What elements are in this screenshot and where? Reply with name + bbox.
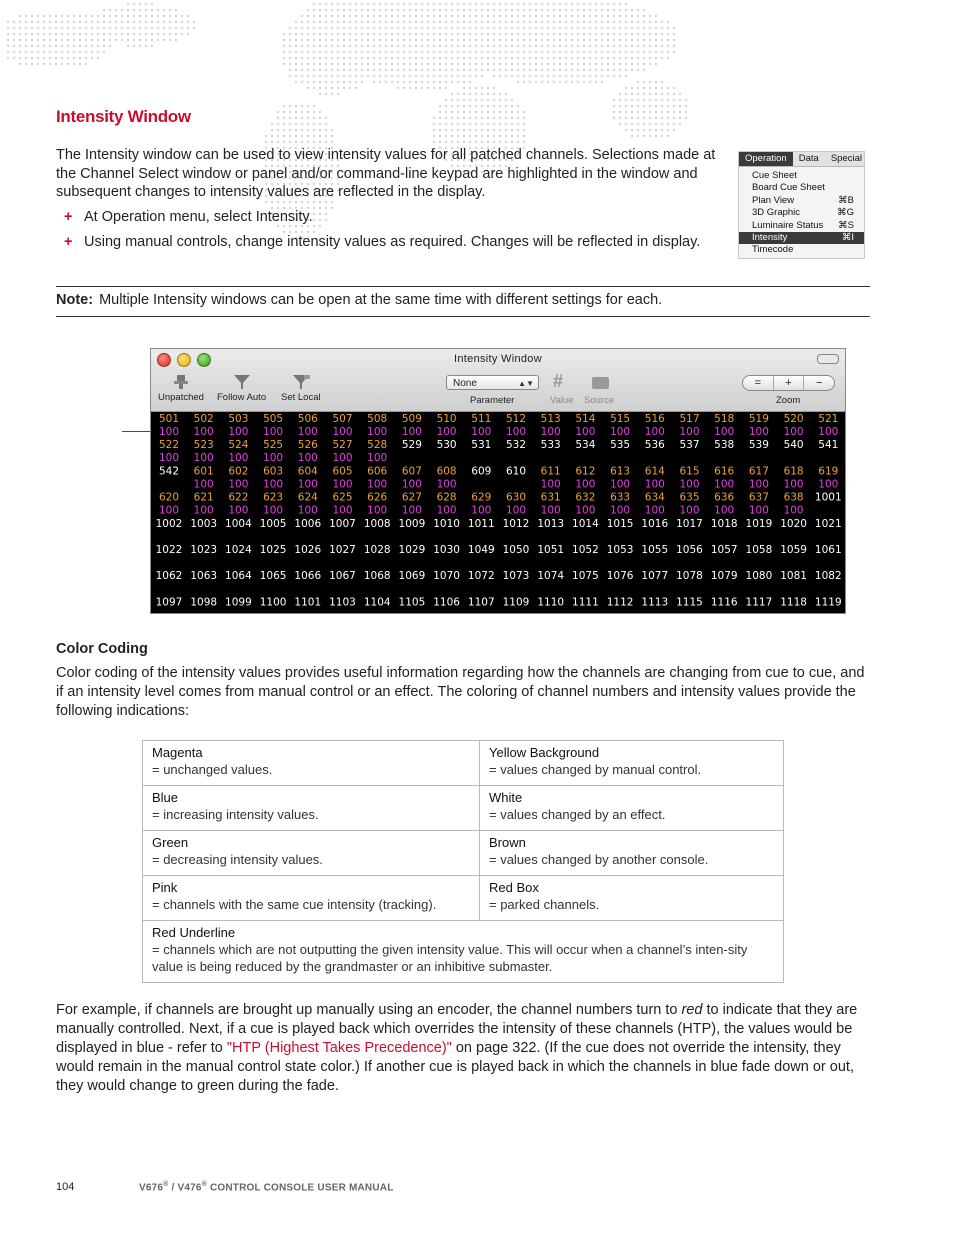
intensity-value: 100 [505,426,527,438]
menu-tab-data[interactable]: Data [798,153,819,164]
intensity-value: 100 [818,478,839,491]
channel-number[interactable]: 522 [158,439,180,452]
channel-number[interactable]: 1115 [676,596,703,609]
intensity-value: 100 [297,452,318,465]
channel-number[interactable]: 613 [610,465,631,478]
channel-number[interactable]: 1119 [814,596,842,609]
channel-number[interactable]: 536 [644,439,665,452]
channel-number[interactable]: 628 [436,491,457,504]
table-cell: Green = decreasing intensity values. [143,831,480,876]
channel-number[interactable]: 1061 [814,544,842,556]
channel-number[interactable]: 629 [471,491,492,504]
menu-item-board-cue-sheet[interactable]: Board Cue Sheet [752,182,825,194]
channel-number[interactable]: 517 [679,413,700,425]
intensity-value: 100 [436,504,457,517]
channel-number[interactable]: 532 [505,439,527,452]
intensity-value: 100 [714,504,735,517]
channel-number[interactable]: 1004 [225,517,252,530]
window-toolbar [151,349,845,412]
menu-item-cue-sheet[interactable]: Cue Sheet [752,170,797,181]
intensity-value: 100 [297,426,318,438]
channel-number[interactable]: 534 [575,439,596,452]
channel-number[interactable]: 1015 [606,517,634,530]
intensity-value: 100 [783,426,804,438]
channel-number[interactable]: 1025 [259,544,287,556]
channel-number[interactable]: 632 [575,491,596,504]
channel-number[interactable]: 1106 [433,596,460,609]
plus-bullet-icon: + [64,234,73,250]
channel-number[interactable]: 541 [818,439,839,452]
channel-number[interactable]: 518 [714,413,735,425]
channel-number[interactable]: 607 [401,465,422,478]
funnel-icon [232,374,252,390]
intensity-value: 100 [644,504,665,517]
channel-number[interactable]: 514 [575,413,596,425]
zoom-in-button[interactable]: + [774,376,805,390]
intensity-value: 100 [158,452,180,465]
table-cell: Red Box = parked channels. [480,876,784,921]
channel-number[interactable]: 502 [193,413,214,425]
note-bottom-rule [56,316,870,317]
channel-number[interactable]: 1056 [676,544,703,556]
channel-number[interactable]: 1109 [502,596,530,609]
channel-number[interactable]: 1111 [572,596,599,609]
intensity-value: 100 [193,452,214,465]
channel-number[interactable]: 523 [193,439,214,452]
channel-number[interactable]: 501 [158,413,180,425]
note-top-rule [56,286,870,287]
channel-number[interactable]: 1058 [745,544,773,556]
channel-number[interactable]: 624 [297,491,318,504]
intensity-value: 100 [263,478,284,491]
channel-number[interactable]: 1078 [676,570,703,583]
channel-number[interactable]: 612 [575,465,596,478]
intensity-value: 100 [401,478,422,491]
channel-number[interactable]: 530 [436,439,457,452]
channel-number[interactable]: 524 [228,439,249,452]
channel-number[interactable]: 631 [540,491,561,504]
intensity-value: 100 [367,478,388,491]
example-paragraph: For example, if channels are brought up manually using an encoder, the channel numbers turn to red to indicate that they are manually controlled. Next, if a cue is played back which overrides the intensity of these channels (HTP), the values would be displayed in blue - refer to "HTP (Highest Takes Precedence)" on page 322. (If the cue does not override the intensity, they would remain in the manual control state color.) If another cue is played back in which the channels in blue fade down or out, they would change to green during the fade. [56,1002,858,1094]
source-icon[interactable] [592,377,609,389]
channel-number[interactable]: 1053 [606,544,634,556]
unpatched-button[interactable]: Unpatched [158,374,204,403]
intensity-value: 100 [748,478,769,491]
channel-number[interactable]: 538 [714,439,735,452]
page-number: 104 [56,1181,75,1193]
intensity-value: 100 [679,478,700,491]
intensity-value: 100 [471,504,492,517]
channel-number[interactable]: 1022 [155,544,183,556]
channel-number[interactable]: 1019 [745,517,773,530]
intensity-value: 100 [193,504,214,517]
intensity-value: 100 [644,426,665,438]
intensity-value: 100 [644,478,665,491]
intensity-value: 100 [332,478,353,491]
zoom-control [742,375,835,391]
intensity-value: 100 [575,478,596,491]
hash-icon[interactable]: # [553,371,564,391]
channel-number[interactable]: 1080 [745,570,773,583]
channel-number[interactable]: 507 [332,413,353,425]
intensity-value: 100 [575,426,596,438]
channel-number[interactable]: 605 [332,465,353,478]
channel-number[interactable]: 1065 [259,570,287,583]
table-row [143,831,784,876]
intensity-value: 100 [297,504,318,517]
channel-number[interactable]: 1051 [537,544,565,556]
channel-number[interactable]: 630 [505,491,527,504]
section-title: Intensity Window [56,107,191,126]
table-cell: Red Underline = channels which are not outputting the given intensity value. This will occur when a channel’s inten-sity value is being reduced by the grandmaster or an inhibitive submaster. [143,921,784,983]
channel-number[interactable]: 1013 [537,517,565,530]
intensity-value: 100 [610,426,631,438]
intensity-value: 100 [540,504,561,517]
toolbar-toggle-icon[interactable] [817,354,839,364]
intensity-value: 100 [193,426,214,438]
channel-number[interactable]: 609 [471,465,492,478]
channel-number[interactable]: 1026 [294,544,322,556]
channel-number[interactable]: 1029 [398,544,426,556]
channel-number[interactable]: 1062 [155,570,183,583]
intensity-value: 100 [818,426,839,438]
intensity-value: 100 [748,426,769,438]
channel-number[interactable]: 519 [748,413,769,425]
intensity-value: 100 [263,504,284,517]
channel-number[interactable]: 516 [644,413,665,425]
channel-number[interactable]: 1021 [814,517,842,530]
channel-number[interactable]: 606 [367,465,388,478]
step-item: + Using manual controls, change intensity values as required. Changes will be reflected in display. [64,234,701,250]
channel-number[interactable]: 1049 [467,544,495,556]
channel-number[interactable]: 1081 [780,570,807,583]
channel-number[interactable]: 636 [714,491,735,504]
channel-number[interactable]: 1012 [502,517,530,530]
channel-number[interactable]: 1077 [641,570,669,583]
table-cell: Magenta = unchanged values. [143,741,480,786]
menu-item-timecode[interactable]: Timecode [752,244,794,256]
intensity-value: 100 [540,426,561,438]
table-cell: Pink = channels with the same cue intensity (tracking). [143,876,480,921]
intensity-value: 100 [297,478,318,491]
zoom-out-button[interactable]: − [815,377,823,389]
channel-number[interactable]: 1024 [225,544,252,556]
channel-number[interactable]: 1018 [710,517,738,530]
channel-number[interactable]: 508 [367,413,388,425]
channel-number[interactable]: 1023 [190,544,218,556]
channel-number[interactable]: 1067 [329,570,356,583]
channel-number[interactable]: 540 [783,439,804,452]
table-cell: Brown = values changed by another console. [480,831,784,876]
channel-number[interactable]: 1117 [745,596,773,609]
channel-number[interactable]: 505 [263,413,284,425]
intensity-value: 100 [748,504,769,517]
channel-number[interactable]: 614 [644,465,665,478]
channel-number[interactable]: 634 [644,491,665,504]
intensity-value: 100 [263,426,284,438]
channel-number[interactable]: 1028 [363,544,391,556]
channel-number[interactable]: 617 [748,465,769,478]
htp-link[interactable]: "HTP (Highest Takes Precedence)" [226,1040,452,1056]
intensity-value: 100 [193,478,214,491]
channel-number[interactable]: 611 [540,465,561,478]
channel-number[interactable]: 1010 [433,517,460,530]
table-cell: White = values changed by an effect. [480,786,784,831]
intro-paragraph: The Intensity window can be used to view intensity values for all patched channels. Selections made at the Channel Select window or panel and/or command-line keypad are highlighted in the window and subsequent changes to intensity values are reflected in the display. [56,147,716,200]
channel-number[interactable]: 515 [610,413,631,425]
intensity-value: 100 [540,478,561,491]
menu-item-plan-view[interactable]: Plan View ⌘B [752,194,854,206]
menu-tab-operation[interactable]: Operation [739,152,793,166]
channel-number[interactable]: 1118 [780,596,807,609]
channel-number[interactable]: 604 [297,465,318,478]
follow-auto-button[interactable]: Follow Auto [217,374,266,403]
channel-number[interactable]: 511 [471,413,492,425]
red-word: red [681,1002,703,1018]
channel-number[interactable]: 627 [401,491,422,504]
channel-number[interactable]: 1068 [363,570,391,583]
note-label: Note: [56,292,94,308]
channel-number[interactable]: 615 [679,465,700,478]
channel-number[interactable]: 1073 [502,570,530,583]
channel-number[interactable]: 603 [263,465,284,478]
color-coding-table [142,740,784,983]
channel-number[interactable]: 520 [783,413,804,425]
channel-number[interactable]: 1002 [155,517,183,530]
set-local-icon [291,374,311,390]
channel-number[interactable]: 620 [158,491,180,504]
channel-number[interactable]: 608 [436,465,457,478]
channel-number[interactable]: 1014 [572,517,599,530]
intensity-value: 100 [575,504,596,517]
color-coding-paragraph: Color coding of the intensity values provides useful information regarding how the channels are changing from cue to cue, and if an intensity level comes from manual control or an effect. The coloring of channel numbers and intensity values provide the following indications: [56,665,865,719]
channel-number[interactable]: 1076 [606,570,634,583]
channel-number[interactable]: 542 [158,465,180,478]
channel-number[interactable]: 509 [401,413,422,425]
channel-number[interactable]: 1055 [641,544,669,556]
menu-item-luminaire-status[interactable]: Luminaire Status ⌘S [752,219,854,231]
stepper-arrows-icon: ▲▼ [518,379,534,388]
steps-list [56,208,716,258]
channel-number[interactable]: 637 [748,491,769,504]
channel-number[interactable]: 1030 [433,544,460,556]
intensity-value: 100 [436,426,457,438]
channel-number[interactable]: 1007 [329,517,356,530]
channel-number[interactable]: 525 [263,439,284,452]
channel-number[interactable]: 1104 [363,596,391,609]
channel-number[interactable]: 1016 [641,517,669,530]
channel-number[interactable]: 1005 [259,517,287,530]
table-cell: Yellow Background = values changed by manual control. [480,741,784,786]
parameter-select[interactable]: None ▲▼ [446,375,539,390]
channel-number[interactable]: 503 [228,413,249,425]
channel-number[interactable]: 610 [505,465,527,478]
channel-number[interactable]: 506 [297,413,318,425]
channel-number[interactable]: 638 [783,491,804,504]
channel-number[interactable]: 1009 [398,517,426,530]
table-row [143,876,784,921]
menu-item-name: Intensity. [255,209,313,225]
intensity-value: 100 [401,504,422,517]
channel-number[interactable]: 619 [818,465,839,478]
channel-number[interactable]: 510 [436,413,457,425]
menu-item-intensity[interactable]: Intensity ⌘I [739,232,864,244]
intensity-value: 100 [679,504,700,517]
channel-number[interactable]: 539 [748,439,769,452]
channel-number[interactable]: 1112 [606,596,634,609]
intensity-value: 100 [228,478,249,491]
value-label: Value [550,395,574,406]
channel-number[interactable]: 618 [783,465,804,478]
channel-number[interactable]: 1107 [467,596,495,609]
plus-bullet-icon: + [64,209,73,225]
channel-number[interactable]: 1057 [710,544,738,556]
channel-number[interactable]: 535 [610,439,631,452]
intensity-value: 100 [228,504,249,517]
callout-line [122,431,152,432]
menu-bar [739,152,864,167]
color-coding-heading: Color Coding [56,641,148,657]
intensity-value: 100 [714,426,735,438]
channel-number[interactable]: 526 [297,439,318,452]
intensity-value: 100 [610,504,631,517]
channel-number[interactable]: 1070 [433,570,460,583]
note [56,292,662,308]
channel-number[interactable]: 1113 [641,596,669,609]
channel-number[interactable]: 512 [505,413,527,425]
channel-number[interactable]: 1116 [710,596,738,609]
channel-number[interactable]: 1017 [676,517,703,530]
table-row [143,921,784,983]
channel-number[interactable]: 1105 [398,596,426,609]
footer-title: V676® / V476® CONTROL CONSOLE USER MANUAL [139,1181,394,1194]
channel-number[interactable]: 621 [193,491,214,504]
channel-number[interactable]: 1074 [537,570,565,583]
channel-number[interactable]: 533 [540,439,561,452]
channel-number[interactable]: 1069 [398,570,426,583]
intensity-value: 100 [158,426,180,438]
channel-number[interactable]: 602 [228,465,249,478]
channel-number[interactable]: 601 [193,465,214,478]
channel-number[interactable]: 1059 [780,544,807,556]
channel-number[interactable]: 623 [263,491,284,504]
intensity-value: 100 [401,426,422,438]
channel-number[interactable]: 626 [367,491,388,504]
operation-menu-screenshot [738,151,865,259]
intensity-value: 100 [367,504,388,517]
intensity-value: 100 [332,504,353,517]
intensity-value: 100 [436,478,457,491]
channel-number[interactable]: 1103 [329,596,356,609]
channel-number[interactable]: 633 [610,491,631,504]
intensity-value: 100 [783,478,804,491]
channel-number[interactable]: 1098 [190,596,218,609]
intensity-value: 100 [228,452,249,465]
menu-item-3d-graphic[interactable]: 3D Graphic ⌘G [752,207,854,219]
table-cell: Blue = increasing intensity values. [143,786,480,831]
note-text: Multiple Intensity windows can be open at the same time with different settings for each. [99,292,663,308]
channel-number[interactable]: 1008 [363,517,391,530]
channel-number[interactable]: 1082 [814,570,842,583]
intensity-value: 100 [158,504,180,517]
channel-number[interactable]: 1052 [572,544,599,556]
intensity-value: 100 [332,426,353,438]
channel-number[interactable]: 1050 [502,544,530,556]
channel-number[interactable]: 1027 [329,544,356,556]
channel-number[interactable]: 1099 [225,596,252,609]
channel-number[interactable]: 521 [818,413,839,425]
menu-tab-special[interactable]: Special [830,153,862,164]
channel-number[interactable]: 1001 [814,491,842,504]
intensity-value: 100 [367,452,388,465]
channel-number[interactable]: 1003 [190,517,218,530]
table-row [143,741,784,786]
channel-number[interactable]: 1110 [537,596,565,609]
window-title: Intensity Window [454,353,542,365]
channel-number[interactable]: 1020 [780,517,807,530]
channel-number[interactable]: 1072 [467,570,495,583]
channel-number[interactable]: 616 [714,465,735,478]
channel-number[interactable]: 1063 [190,570,218,583]
channel-number[interactable]: 1101 [294,596,322,609]
channel-number[interactable]: 537 [679,439,700,452]
intensity-value: 100 [228,426,249,438]
channel-number[interactable]: 1066 [294,570,322,583]
intensity-value: 100 [263,452,284,465]
channel-number[interactable]: 1079 [710,570,738,583]
intensity-value: 100 [367,426,388,438]
channel-number[interactable]: 528 [367,439,388,452]
intensity-value: 100 [471,426,492,438]
unpatched-icon [171,374,191,390]
intensity-window-screenshot [150,348,846,614]
intensity-value: 100 [783,504,804,517]
channel-number[interactable]: 1100 [259,596,287,609]
channel-number[interactable]: 529 [401,439,422,452]
zoom-fit-button[interactable]: = [743,376,774,390]
zoom-label: Zoom [776,395,801,406]
channel-number[interactable]: 1064 [225,570,252,583]
channel-number[interactable]: 531 [471,439,492,452]
channel-number[interactable]: 635 [679,491,700,504]
intensity-value: 100 [505,504,527,517]
channel-number[interactable]: 513 [540,413,561,425]
channel-number[interactable]: 1006 [294,517,322,530]
table-row [143,786,784,831]
channel-number[interactable]: 625 [332,491,353,504]
intensity-value: 100 [332,452,353,465]
channel-number[interactable]: 1011 [467,517,495,530]
intensity-value: 100 [679,426,700,438]
channel-number[interactable]: 1075 [572,570,599,583]
set-local-button[interactable]: Set Local [281,374,321,403]
channel-grid [153,411,845,614]
step-item: + At Operation menu, select Intensity. [64,209,313,225]
source-label: Source [584,395,615,406]
channel-number[interactable]: 622 [228,491,249,504]
intensity-value: 100 [714,478,735,491]
intensity-value: 100 [610,478,631,491]
channel-number[interactable]: 1097 [155,596,183,609]
parameter-label: Parameter [470,395,515,406]
channel-number[interactable]: 527 [332,439,353,452]
menu-name: Operation [101,209,166,225]
